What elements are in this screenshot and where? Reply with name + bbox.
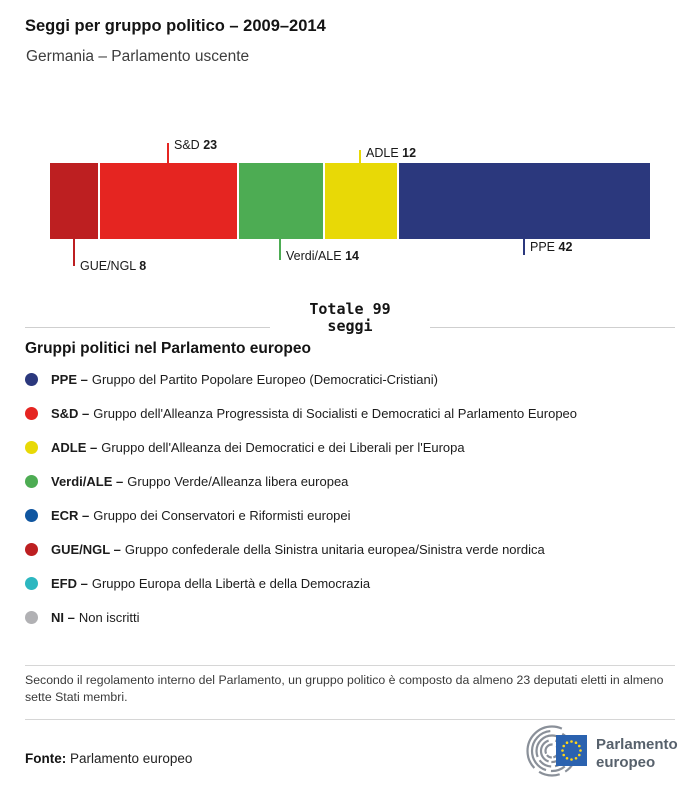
logo-text-line1: Parlamento	[596, 736, 678, 753]
ppe-tick	[523, 239, 525, 255]
legend-label: PPE – Gruppo del Partito Popolare Europeo (Democratici-Cristiani)	[51, 371, 438, 387]
legend-item-ecr	[25, 508, 680, 522]
legend-heading: Gruppi politici nel Parlamento europeo	[25, 340, 311, 357]
verdi-ale-bar-label	[286, 249, 359, 263]
legend-label: NI – Non iscritti	[51, 609, 140, 625]
seats-stacked-bar	[50, 163, 650, 239]
sd-label-seats: 23	[203, 138, 218, 152]
bar-segment-ppe	[399, 163, 650, 239]
gue-ngl-tick	[73, 239, 75, 266]
verdi-ale-color-dot	[25, 475, 38, 488]
source-text: Parlamento europeo	[70, 751, 193, 766]
footnote-text: Secondo il regolamento interno del Parlamento, un gruppo politico è composto da almeno 23 deputati eletti in almeno sette Stati membri.	[25, 673, 664, 704]
legend-item-verdi-ale	[25, 474, 680, 488]
legend-label: S&D – Gruppo dell'Alleanza Progressista di Socialisti e Democratici al Parlamento Europeo	[51, 405, 578, 421]
legend-item-efd	[25, 576, 680, 590]
source-label: Fonte:	[25, 751, 67, 766]
bar-segment-verdi-ale	[239, 163, 323, 239]
ecr-color-dot	[25, 509, 38, 522]
legend-label: ADLE – Gruppo dell'Alleanza dei Democratici e dei Liberali per l'Europa	[51, 439, 465, 455]
legend-item-ni	[25, 610, 680, 624]
ppe-label-seats: 42	[558, 240, 573, 254]
adle-label-name: ADLE	[366, 146, 399, 160]
gue-ngl-bar-label	[80, 259, 146, 273]
sd-color-dot	[25, 407, 38, 420]
gue-ngl-label-seats: 8	[139, 259, 147, 273]
page-subtitle: Germania – Parlamento uscente	[26, 48, 250, 65]
gue-ngl-label-name: GUE/NGL	[80, 259, 136, 273]
total-seats-text	[270, 301, 430, 335]
verdi-ale-tick	[279, 239, 281, 260]
legend-item-ppe	[25, 372, 680, 386]
adle-color-dot	[25, 441, 38, 454]
legend-list	[25, 372, 680, 644]
verdi-ale-label-name: Verdi/ALE	[286, 249, 342, 263]
verdi-ale-label-seats: 14	[345, 249, 359, 263]
legend-label: GUE/NGL – Gruppo confederale della Sinistra unitaria europea/Sinistra verde nordica	[51, 541, 545, 557]
sd-label-name: S&D	[174, 138, 200, 152]
ni-color-dot	[25, 611, 38, 624]
logo-text-line2: europeo	[596, 754, 656, 771]
footnote-divider-top	[25, 665, 675, 666]
ppe-bar-label	[530, 240, 572, 254]
gue-ngl-color-dot	[25, 543, 38, 556]
bar-segment-sd	[100, 163, 238, 239]
eu-flag-icon	[556, 735, 587, 766]
legend-label: Verdi/ALE – Gruppo Verde/Alleanza libera europea	[51, 473, 349, 489]
legend-item-adle	[25, 440, 680, 454]
page-title: Seggi per gruppo politico – 2009–2014	[25, 17, 326, 35]
adle-label-seats: 12	[402, 146, 417, 160]
total-divider-left	[25, 327, 270, 328]
legend-item-gue-ngl	[25, 542, 680, 556]
bar-segment-adle	[325, 163, 397, 239]
adle-bar-label	[366, 146, 416, 160]
adle-tick	[359, 150, 361, 163]
bar-segment-gue-ngl	[50, 163, 98, 239]
european-parliament-logo	[512, 724, 682, 782]
sd-bar-label	[174, 138, 217, 152]
total-divider-right	[430, 327, 675, 328]
total-line2: seggi	[327, 317, 373, 335]
total-seats-row	[25, 301, 675, 335]
footnote-divider-bottom	[25, 719, 675, 720]
legend-label: ECR – Gruppo dei Conservatori e Riformisti europei	[51, 507, 351, 523]
ppe-label-name: PPE	[530, 240, 556, 254]
source-line	[25, 751, 192, 766]
efd-color-dot	[25, 577, 38, 590]
legend-label: EFD – Gruppo Europa della Libertà e della Democrazia	[51, 575, 371, 591]
ppe-color-dot	[25, 373, 38, 386]
total-line1: Totale 99	[309, 300, 391, 318]
sd-tick	[167, 143, 169, 163]
legend-item-sd	[25, 406, 680, 420]
